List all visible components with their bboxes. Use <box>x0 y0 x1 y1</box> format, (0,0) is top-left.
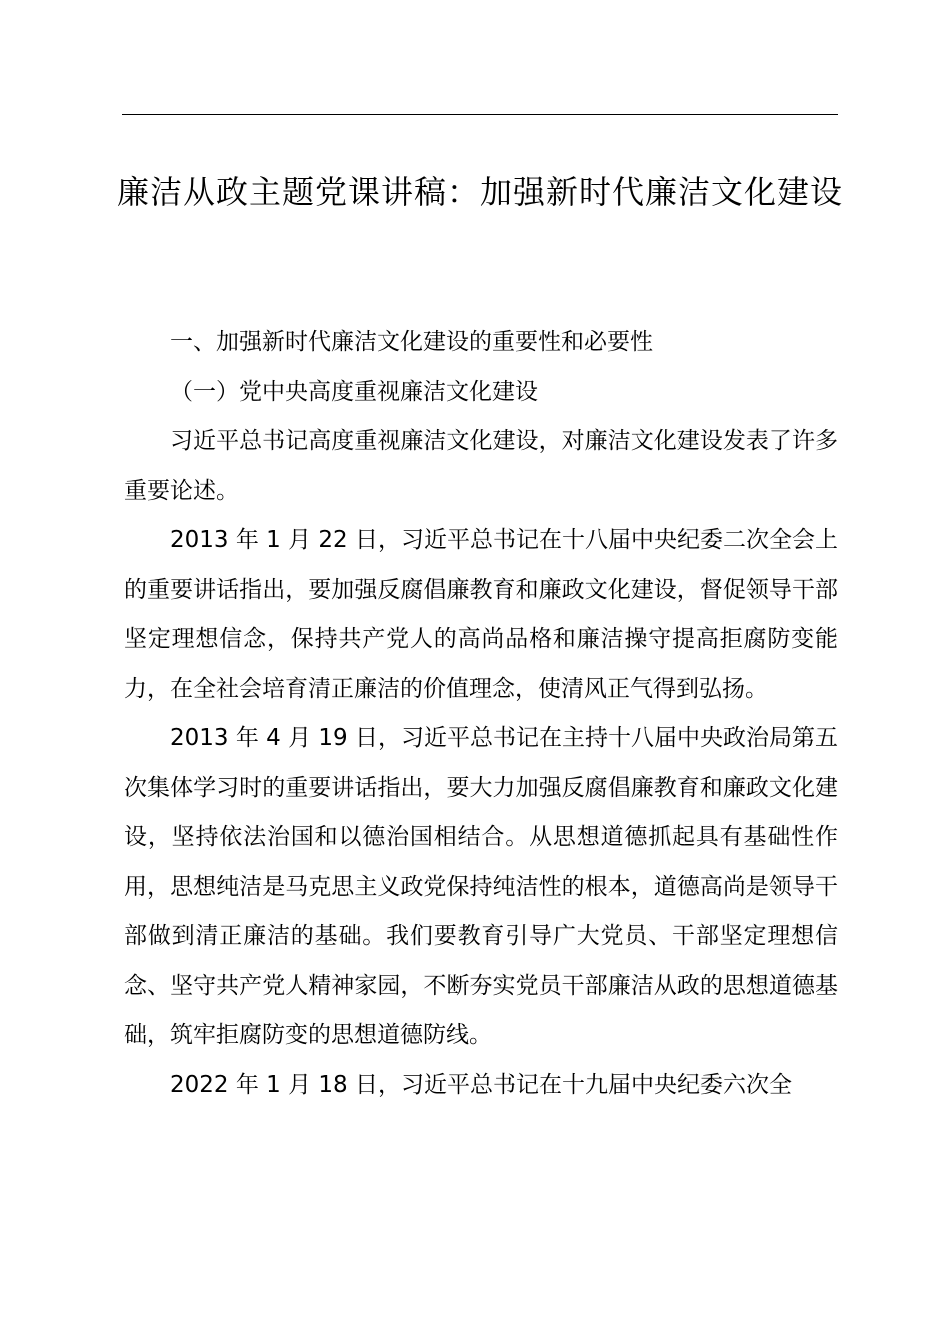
subsection-heading: （一）党中央高度重视廉洁文化建设 <box>170 378 538 405</box>
section-heading: 一、加强新时代廉洁文化建设的重要性和必要性 <box>170 329 653 355</box>
document-title: 廉洁从政主题党课讲稿：加强新时代廉洁文化建设 <box>116 173 843 211</box>
header-rule <box>122 114 838 115</box>
paragraph-3: 2013 年 4 月 19 日，习近平总书记在主持十八届中央政治局第五次集体学习时的重要讲话指出，要大力加强反腐倡廉教育和廉政文化建设，坚持依法治国和以德治国相结合。从思想道德抓起具有基础性作用，思想纯洁是马克思主义政党保持纯洁性的根本，道德高尚是领导干部做到清正廉洁的基础。我们要教育引导广大党员、干部坚定理想信念、坚守共产党人精神家园，不断夯实党员干部廉洁从政的思想道德基础，筑牢拒腐防变的思想道德防线。 <box>124 725 838 1048</box>
paragraph-4: 2022 年 1 月 18 日，习近平总书记在十九届中央纪委六次全 <box>170 1071 792 1098</box>
document-body <box>124 318 838 1110</box>
paragraph-1: 习近平总书记高度重视廉洁文化建设，对廉洁文化建设发表了许多重要论述。 <box>124 428 838 504</box>
paragraph-2: 2013 年 1 月 22 日，习近平总书记在十八届中央纪委二次全会上的重要讲话指出，要加强反腐倡廉教育和廉政文化建设，督促领导干部坚定理想信念，保持共产党人的高尚品格和廉洁操守提高拒腐防变能力，在全社会培育清正廉洁的价值理念，使清风正气得到弘扬。 <box>124 527 838 702</box>
